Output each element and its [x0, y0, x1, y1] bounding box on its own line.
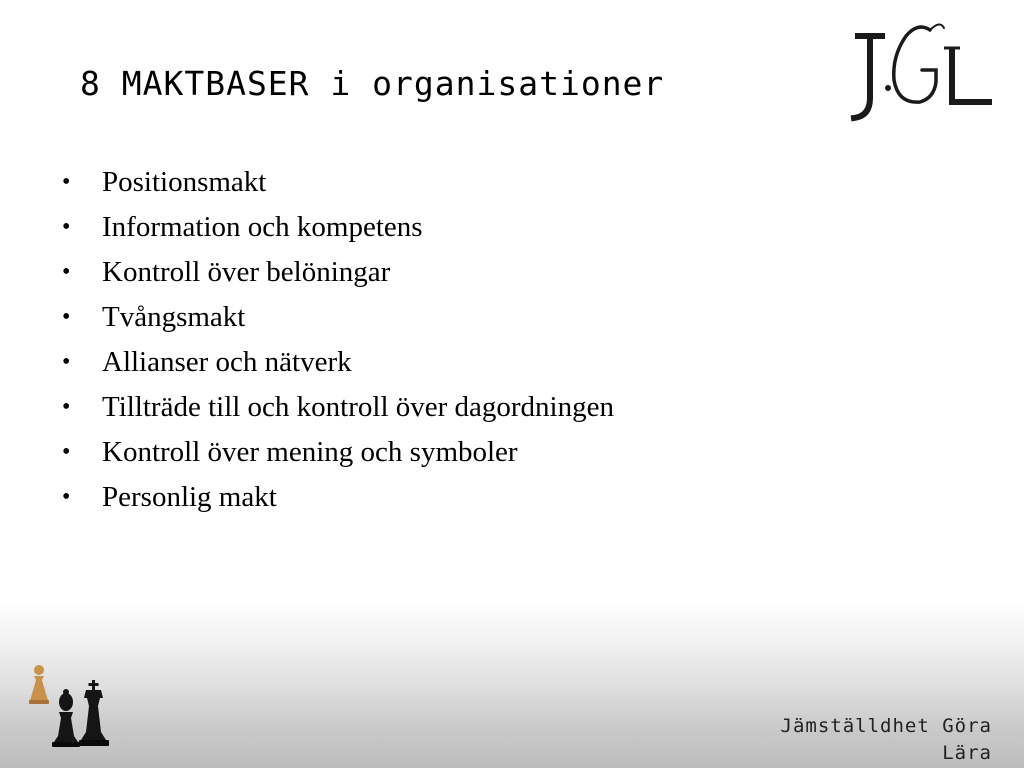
- bishop-icon: [52, 689, 80, 747]
- list-item: [62, 385, 614, 430]
- bullet-dot: •: [62, 484, 71, 510]
- bullet-text: Tillträde till och kontroll över dagordningen: [102, 391, 614, 423]
- bullet-text: Personlig makt: [102, 481, 277, 513]
- slide-title: 8 MAKTBASER i organisationer: [80, 64, 665, 103]
- footer-line-1: Jämställdhet Göra: [780, 715, 992, 737]
- list-item: [62, 475, 614, 520]
- footer-tagline: [752, 713, 992, 767]
- bullet-dot: •: [62, 394, 71, 420]
- bullet-text: Tvångsmakt: [102, 301, 246, 333]
- list-item: [62, 205, 614, 250]
- list-item: [62, 295, 614, 340]
- bullet-text: Kontroll över mening och symboler: [102, 436, 518, 468]
- list-item: [62, 160, 614, 205]
- bullet-dot: •: [62, 439, 71, 465]
- bullet-list: [62, 160, 614, 520]
- bullet-dot: •: [62, 169, 71, 195]
- bullet-text: Allianser och nätverk: [102, 346, 352, 378]
- pawn-icon: [29, 665, 49, 704]
- footer-line-2: Lära: [942, 742, 992, 764]
- list-item: [62, 430, 614, 475]
- bullet-dot: •: [62, 304, 71, 330]
- bullet-text: Positionsmakt: [102, 166, 267, 198]
- bullet-dot: •: [62, 214, 71, 240]
- bullet-text: Kontroll över belöningar: [102, 256, 391, 288]
- bullet-dot: •: [62, 259, 71, 285]
- list-item: [62, 250, 614, 295]
- chess-pieces-icon: [26, 660, 116, 750]
- bullet-dot: •: [62, 349, 71, 375]
- bullet-text: Information och kompetens: [102, 211, 423, 243]
- king-icon: [79, 680, 109, 746]
- jgl-logo-icon: [848, 18, 998, 126]
- list-item: [62, 340, 614, 385]
